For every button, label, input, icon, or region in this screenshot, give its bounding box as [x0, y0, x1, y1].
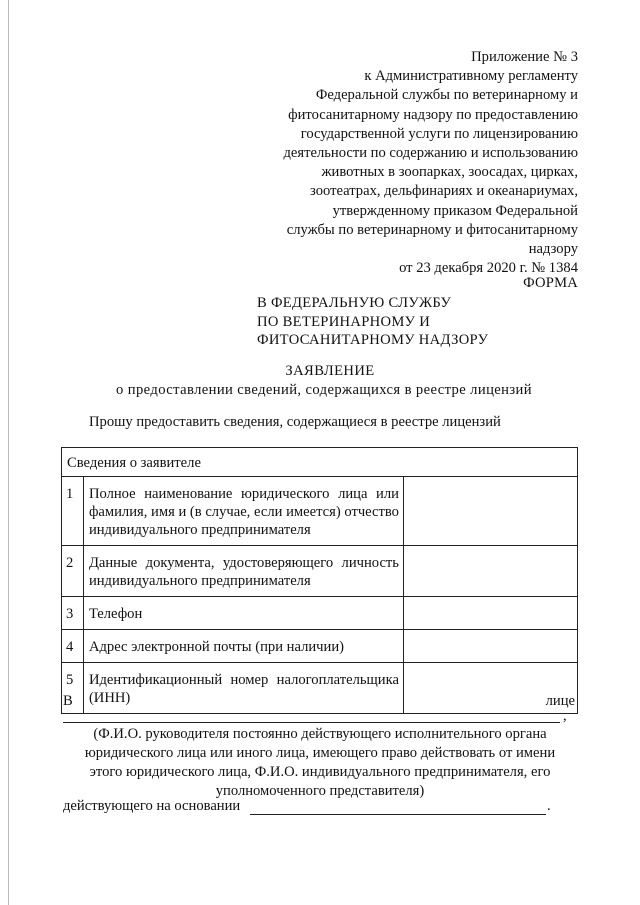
- addressee-line: ФИТОСАНИТАРНОМУ НАДЗОРУ: [257, 332, 489, 348]
- explanation-line: этого юридического лица, Ф.И.О. индивидуального предпринимателя, его: [89, 764, 551, 780]
- row-number: 4: [62, 630, 84, 663]
- row-number: 5: [62, 663, 84, 714]
- person-name-blank[interactable]: [63, 722, 560, 723]
- document-title: [0, 363, 640, 399]
- appendix-line: государственной услуги по лицензированию: [300, 125, 578, 142]
- appendix-line: фитосанитарному надзору по предоставлению: [288, 106, 578, 123]
- appendix-line: службы по ветеринарному и фитосанитарному: [286, 221, 578, 238]
- row-value-field[interactable]: [403, 630, 577, 663]
- row-description: Данные документа, удостоверяющего личность индивидуального предпринимателя: [83, 546, 403, 597]
- person-explanation: [40, 725, 600, 801]
- request-text: Прошу предоставить сведения, содержащиеся в реестре лицензий: [89, 414, 501, 430]
- row-value-field[interactable]: [403, 546, 577, 597]
- row-description: Идентификационный номер налогоплательщика (ИНН): [83, 663, 403, 714]
- title-subtitle: о предоставлении сведений, содержащихся в реестре лицензий: [116, 382, 532, 398]
- row-description: Адрес электронной почты (при наличии): [83, 630, 403, 663]
- addressee-block: [257, 294, 488, 350]
- person-line-suffix: лице: [545, 693, 575, 709]
- basis-label: действующего на основании: [63, 798, 241, 814]
- row-description: Телефон: [83, 597, 403, 630]
- table-row: [62, 663, 578, 714]
- title-main: ЗАЯВЛЕНИЕ: [285, 363, 375, 379]
- row-number: 2: [62, 546, 84, 597]
- explanation-line: уполномоченного представителя): [215, 783, 425, 799]
- addressee-line: В ФЕДЕРАЛЬНУЮ СЛУЖБУ: [257, 295, 452, 311]
- row-description: Полное наименование юридического лица или фамилия, имя и (в случае, если имеется) отчество индивидуального предпринимателя: [83, 477, 403, 546]
- person-line-comma: ,: [563, 708, 567, 724]
- scan-edge-line: [8, 0, 9, 905]
- table-header-row: [62, 448, 578, 477]
- person-line-prefix: В: [63, 693, 73, 709]
- table-row: [62, 630, 578, 663]
- addressee-line: ПО ВЕТЕРИНАРНОМУ И: [257, 313, 431, 330]
- row-number: 1: [62, 477, 84, 546]
- basis-end: .: [547, 798, 551, 814]
- appendix-line: зоотеатрах, дельфинариях и океанариумах,: [310, 183, 578, 200]
- row-number: 3: [62, 597, 84, 630]
- appendix-line: Федеральной службы по ветеринарному и: [315, 87, 578, 104]
- appendix-line: деятельности по содержанию и использованию: [283, 145, 578, 162]
- appendix-line: животных в зоопарках, зоосадах, цирках,: [321, 164, 578, 181]
- appendix-date: от 23 декабря 2020 г. № 1384: [399, 260, 578, 277]
- row-value-field[interactable]: [403, 597, 577, 630]
- table-row: [62, 477, 578, 546]
- table-header: Сведения о заявителе: [62, 448, 578, 477]
- appendix-line: Приложение № 3: [471, 49, 578, 65]
- explanation-line: (Ф.И.О. руководителя постоянно действующего исполнительного органа: [93, 726, 547, 742]
- form-label: ФОРМА: [523, 275, 578, 291]
- table-row: [62, 597, 578, 630]
- appendix-line: надзору: [528, 241, 578, 258]
- appendix-header: [218, 48, 578, 278]
- applicant-info-table: [61, 447, 578, 714]
- appendix-line: к Административному регламенту: [364, 68, 578, 85]
- table-row: [62, 546, 578, 597]
- explanation-line: юридического лица или иного лица, имеющего право действовать от имени: [84, 745, 556, 761]
- appendix-line: утвержденному приказом Федеральной: [332, 202, 578, 219]
- row-value-field[interactable]: [403, 477, 577, 546]
- basis-blank[interactable]: [250, 814, 546, 815]
